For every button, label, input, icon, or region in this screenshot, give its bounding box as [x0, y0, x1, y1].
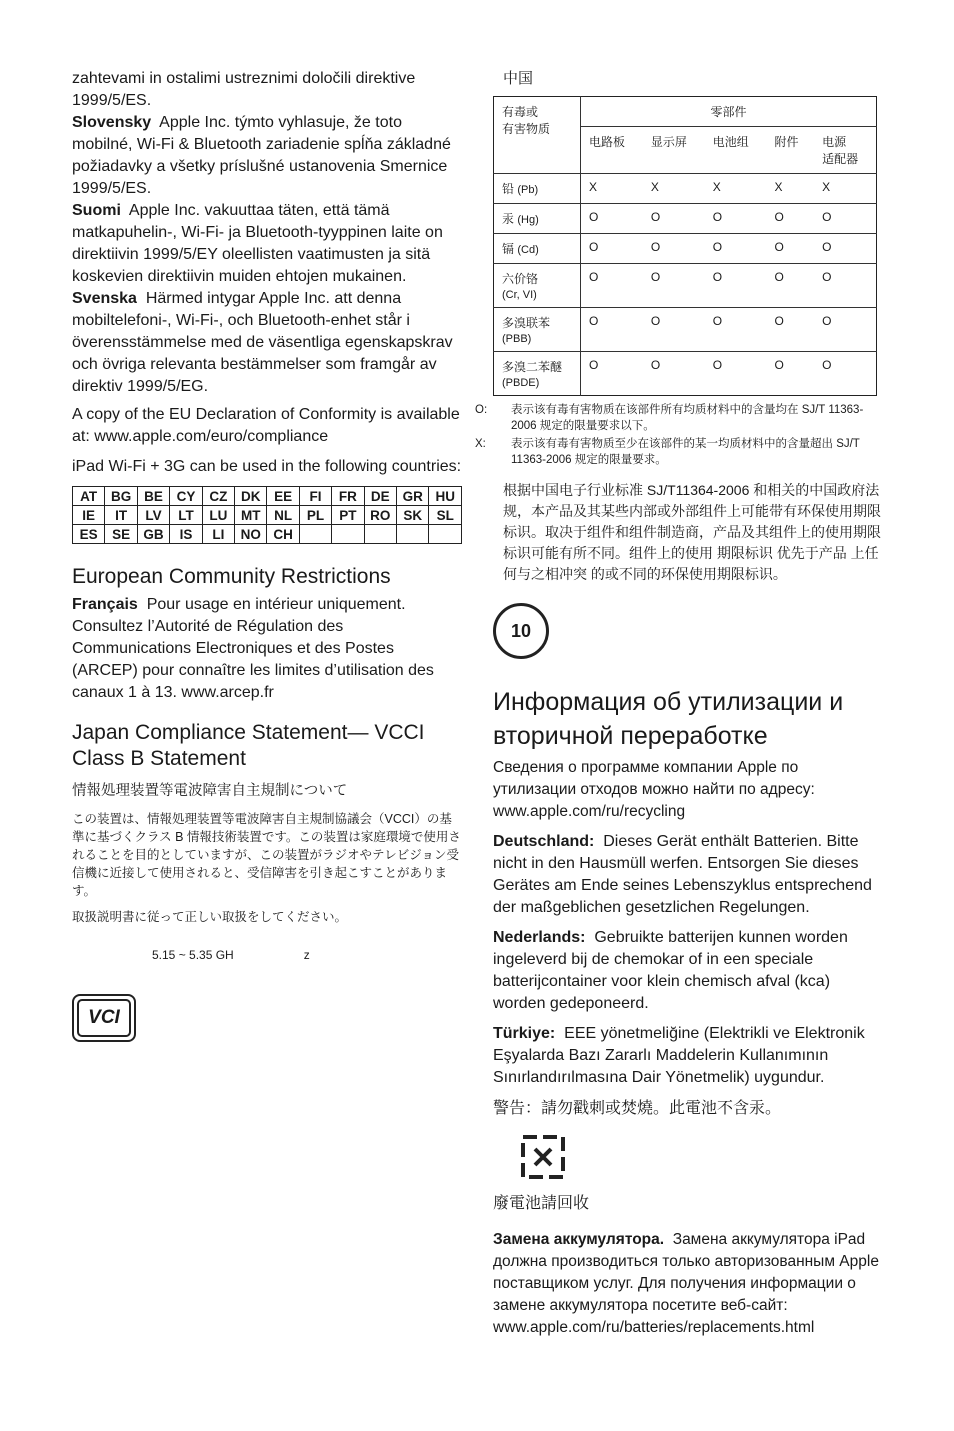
finnish-label: Suomi	[72, 202, 121, 219]
country-cell: BG	[105, 487, 137, 506]
slovak-statement	[72, 112, 464, 200]
table-row	[73, 487, 462, 506]
rohs-cell: O	[705, 234, 767, 264]
left-column	[72, 68, 464, 1042]
country-cell	[299, 525, 331, 544]
country-cell: FI	[299, 487, 331, 506]
country-cell: FR	[332, 487, 364, 506]
rohs-cell: O	[767, 308, 815, 352]
country-cell: MT	[235, 506, 267, 525]
substance-name: 多溴二苯醚	[502, 360, 563, 374]
country-cell	[364, 525, 396, 544]
rohs-cell: X	[814, 174, 876, 204]
country-cell: LV	[137, 506, 169, 525]
rohs-cell: O	[705, 308, 767, 352]
rohs-cell: O	[643, 308, 705, 352]
note-o-text: 表示该有毒有害物质在该部件所有均质材料中的含量均在 SJ/T 11363-2006 规定的限量要求以下。	[511, 404, 864, 432]
ru-recycling-heading: Информация об утилизации и вторичной переработке	[493, 688, 844, 750]
table-row	[494, 308, 877, 352]
taiwan-warning: 警告：請勿戳刺或焚燒。此電池不含汞。	[493, 1100, 782, 1117]
country-cell: GR	[397, 487, 429, 506]
rohs-cell: O	[581, 264, 643, 308]
german-label: Deutschland:	[493, 833, 595, 850]
french-text: Pour usage en intérieur uniquement. Consultez l’Autorité de Régulation des Communications Electroniques et des Postes (ARCEP) pour connaître les limites d’utilisation des canaux 1 à 13. www.arcep.fr	[72, 596, 434, 701]
vcci-logo-text: VCI	[77, 999, 131, 1037]
substance-name: 铅	[502, 182, 515, 196]
rohs-cell: O	[814, 204, 876, 234]
rohs-cell: O	[581, 234, 643, 264]
substance-name: 六价铬	[502, 272, 539, 286]
country-cell: LT	[170, 506, 202, 525]
rohs-cell: O	[767, 204, 815, 234]
substance-name: 汞	[502, 212, 515, 226]
frequency-value: 5.15 ~ 5.35 GH	[152, 948, 234, 962]
rohs-cell: O	[643, 264, 705, 308]
countries-table	[72, 486, 462, 544]
country-cell	[429, 525, 462, 544]
country-cell: IT	[105, 506, 137, 525]
rohs-header-substance: 有毒或 有害物质	[494, 97, 581, 174]
rohs-col-header: 电池组	[705, 127, 767, 174]
japan-heading: Japan Compliance Statement— VCCI Class B Statement	[72, 721, 425, 770]
ec-restrictions-heading: European Community Restrictions	[72, 565, 391, 588]
rohs-col-header: 附件	[767, 127, 815, 174]
country-cell: CZ	[202, 487, 234, 506]
ipad-countries-intro: iPad Wi-Fi + 3G can be used in the following countries:	[72, 458, 462, 475]
rohs-substance	[494, 234, 581, 264]
substance-name: 镉	[502, 242, 515, 256]
table-row	[73, 506, 462, 525]
china-epup-paragraph: 根据中国电子行业标准 SJ/T11364-2006 和相关的中国政府法规，本产品及其某些内部或外部组件上可能带有环保使用期限标识。取决于组件和组件制造商，产品及其组件上的使用期限标识可能有所不同。组件上的使用 期限标识 优先于产品 上任何与之相冲突 的或不同的环保使用期限标识。	[503, 482, 881, 582]
table-row	[73, 525, 462, 544]
dutch-battery-statement	[493, 927, 885, 1015]
rohs-cell: O	[767, 234, 815, 264]
ru-battery-replacement	[493, 1229, 885, 1339]
japan-instructions: 取扱説明書に従って正しい取扱をしてください。	[72, 910, 348, 924]
japan-subheading: 情報処理装置等電波障害自主規制について	[72, 783, 348, 799]
rohs-table	[493, 96, 877, 396]
german-battery-statement	[493, 831, 885, 919]
table-row	[494, 234, 877, 264]
table-row	[494, 174, 877, 204]
rohs-cell: O	[814, 352, 876, 396]
rohs-substance	[494, 174, 581, 204]
country-cell: SL	[429, 506, 462, 525]
frequency-suffix: z	[303, 948, 310, 962]
country-cell: IS	[170, 525, 202, 544]
rohs-cell: X	[643, 174, 705, 204]
rohs-cell: O	[643, 204, 705, 234]
eu-declaration-copy: A copy of the EU Declaration of Conformity is available at: www.apple.com/euro/compliance	[72, 406, 460, 445]
rohs-cell: X	[767, 174, 815, 204]
slovak-label: Slovensky	[72, 114, 152, 131]
turkish-label: Türkiye:	[493, 1025, 556, 1042]
epup-10-icon	[493, 603, 549, 659]
dutch-text: Gebruikte batterijen kunnen worden ingeleverd bij de chemokar of in een speciale batterijcontainer voor klein chemisch afval (kca) worden gedeponeerd.	[493, 929, 848, 1012]
rohs-cell: O	[643, 234, 705, 264]
recycle-icon	[519, 1133, 567, 1181]
substance-symbol: (Pb)	[517, 184, 539, 196]
rohs-cell: O	[581, 308, 643, 352]
rohs-cell: O	[767, 264, 815, 308]
note-o	[475, 402, 885, 434]
country-cell: GB	[137, 525, 169, 544]
substance-symbol: (PBDE)	[502, 377, 540, 389]
rohs-cell: O	[643, 352, 705, 396]
country-cell: SE	[105, 525, 137, 544]
country-cell	[397, 525, 429, 544]
substance-symbol: (Cd)	[517, 244, 539, 256]
country-cell: IE	[73, 506, 105, 525]
slovak-text: Apple Inc. týmto vyhlasuje, že toto mobilné, Wi-Fi & Bluetooth zariadenie spĺňa základné požiadavky a všetky príslušné ustanovenia Smernice 1999/5/ES.	[72, 114, 451, 197]
table-row	[494, 264, 877, 308]
ru-recycling-text: Сведения о программе компании Apple по утилизации отходов можно найти по адресу: www.apple.com/ru/recycling	[493, 759, 815, 820]
rohs-substance	[494, 308, 581, 352]
turkish-text: EEE yönetmeliğine (Elektrikli ve Elektronik Eşyalarda Bazı Zararlı Maddelerin Kullanımının Sınırlandırılmasına Dair Yönetmelik) uygundur.	[493, 1025, 865, 1086]
country-cell: PT	[332, 506, 364, 525]
dutch-label: Nederlands:	[493, 929, 586, 946]
rohs-col-header: 电源 适配器	[814, 127, 876, 174]
country-cell: NO	[235, 525, 267, 544]
rohs-substance	[494, 204, 581, 234]
rohs-substance	[494, 264, 581, 308]
note-o-key: O:	[475, 404, 488, 416]
french-label: Français	[72, 596, 138, 613]
rohs-cell: O	[581, 352, 643, 396]
table-row	[494, 204, 877, 234]
rohs-header-parts: 零部件	[581, 97, 877, 127]
substance-symbol: (Cr, VI)	[502, 289, 537, 301]
country-cell: BE	[137, 487, 169, 506]
substance-symbol: (PBB)	[502, 333, 532, 345]
rohs-cell: X	[705, 174, 767, 204]
rohs-cell: O	[705, 204, 767, 234]
ru-battery-text: Замена аккумулятора iPad должна производиться только авторизованным Apple поставщиком услуг. Для получения информации о замене аккумулятора посетите веб-сайт: www.apple.com/ru/batteries/replacements.html	[493, 1231, 879, 1336]
country-cell: PL	[299, 506, 331, 525]
substance-symbol: (Hg)	[517, 214, 539, 226]
note-x-text: 表示该有毒有害物质至少在该部件的某一均质材料中的含量超出 SJ/T 11363-2006 规定的限量要求。	[511, 438, 860, 466]
taiwan-recycle-text: 廢電池請回收	[493, 1195, 590, 1212]
finnish-statement	[72, 200, 464, 288]
rohs-substance	[494, 352, 581, 396]
table-row	[494, 352, 877, 396]
french-statement	[72, 594, 464, 704]
german-text: Dieses Gerät enthält Batterien. Bitte nicht in den Hausmüll werfen. Entsorgen Sie dieses Gerätes am Ende seines Lebenszyklus entsprechend der maßgeblichen gesetzlichen Regelungen.	[493, 833, 872, 916]
rohs-col-header: 显示屏	[643, 127, 705, 174]
note-x	[475, 436, 885, 468]
finnish-text: Apple Inc. vakuuttaa täten, että tämä matkapuhelin-, Wi-Fi- ja Bluetooth-tyyppinen laite on direktiivin 1999/5/EY oleellisten vaatimusten ja sitä koskevien direktiivin muiden ehtojen mukainen.	[72, 202, 443, 285]
country-cell: ES	[73, 525, 105, 544]
country-cell: AT	[73, 487, 105, 506]
rohs-cell: O	[814, 308, 876, 352]
country-cell: SK	[397, 506, 429, 525]
slovenian-continuation: zahtevami in ostalimi ustreznimi določili direktive 1999/5/ES.	[72, 70, 416, 109]
table-row	[494, 97, 877, 127]
rohs-cell: O	[581, 204, 643, 234]
swedish-label: Svenska	[72, 290, 137, 307]
note-x-key: X:	[475, 438, 486, 450]
swedish-statement	[72, 288, 464, 398]
rohs-cell: O	[767, 352, 815, 396]
vcci-logo	[72, 994, 136, 1042]
country-cell: LI	[202, 525, 234, 544]
rohs-col-header: 电路板	[581, 127, 643, 174]
country-cell: EE	[267, 487, 299, 506]
country-cell: CY	[170, 487, 202, 506]
japan-vcci-text: この装置は、情報処理装置等電波障害自主規制協議会（VCCI）の基準に基づくクラス B 情報技術装置です。この装置は家庭環境で使用されることを目的としていますが、この装置がラジオやテレビジョン受信機に近接して使用されると、受信障害を引き起こすことがあります。	[72, 812, 461, 898]
country-cell: DE	[364, 487, 396, 506]
frequency-line	[72, 948, 464, 962]
rohs-cell: O	[814, 234, 876, 264]
country-cell	[332, 525, 364, 544]
china-label: 中国	[503, 70, 534, 87]
country-cell: NL	[267, 506, 299, 525]
rohs-cell: X	[581, 174, 643, 204]
rohs-cell: O	[814, 264, 876, 308]
country-cell: CH	[267, 525, 299, 544]
right-column	[475, 68, 885, 1339]
rohs-cell: O	[705, 264, 767, 308]
ru-battery-label: Замена аккумулятора.	[493, 1231, 665, 1248]
country-cell: RO	[364, 506, 396, 525]
epup-number: 10	[510, 620, 532, 641]
rohs-cell: O	[705, 352, 767, 396]
turkish-statement	[493, 1023, 885, 1089]
swedish-text: Härmed intygar Apple Inc. att denna mobiltelefoni-, Wi-Fi-, och Bluetooth-enhet står i överensstämmelse med de väsentliga egenskapskrav och övriga relevanta bestämmelser som framgår av direktiv 1999/5/EG.	[72, 290, 453, 395]
substance-name: 多溴联苯	[502, 316, 551, 330]
country-cell: DK	[235, 487, 267, 506]
country-cell: HU	[429, 487, 462, 506]
country-cell: LU	[202, 506, 234, 525]
